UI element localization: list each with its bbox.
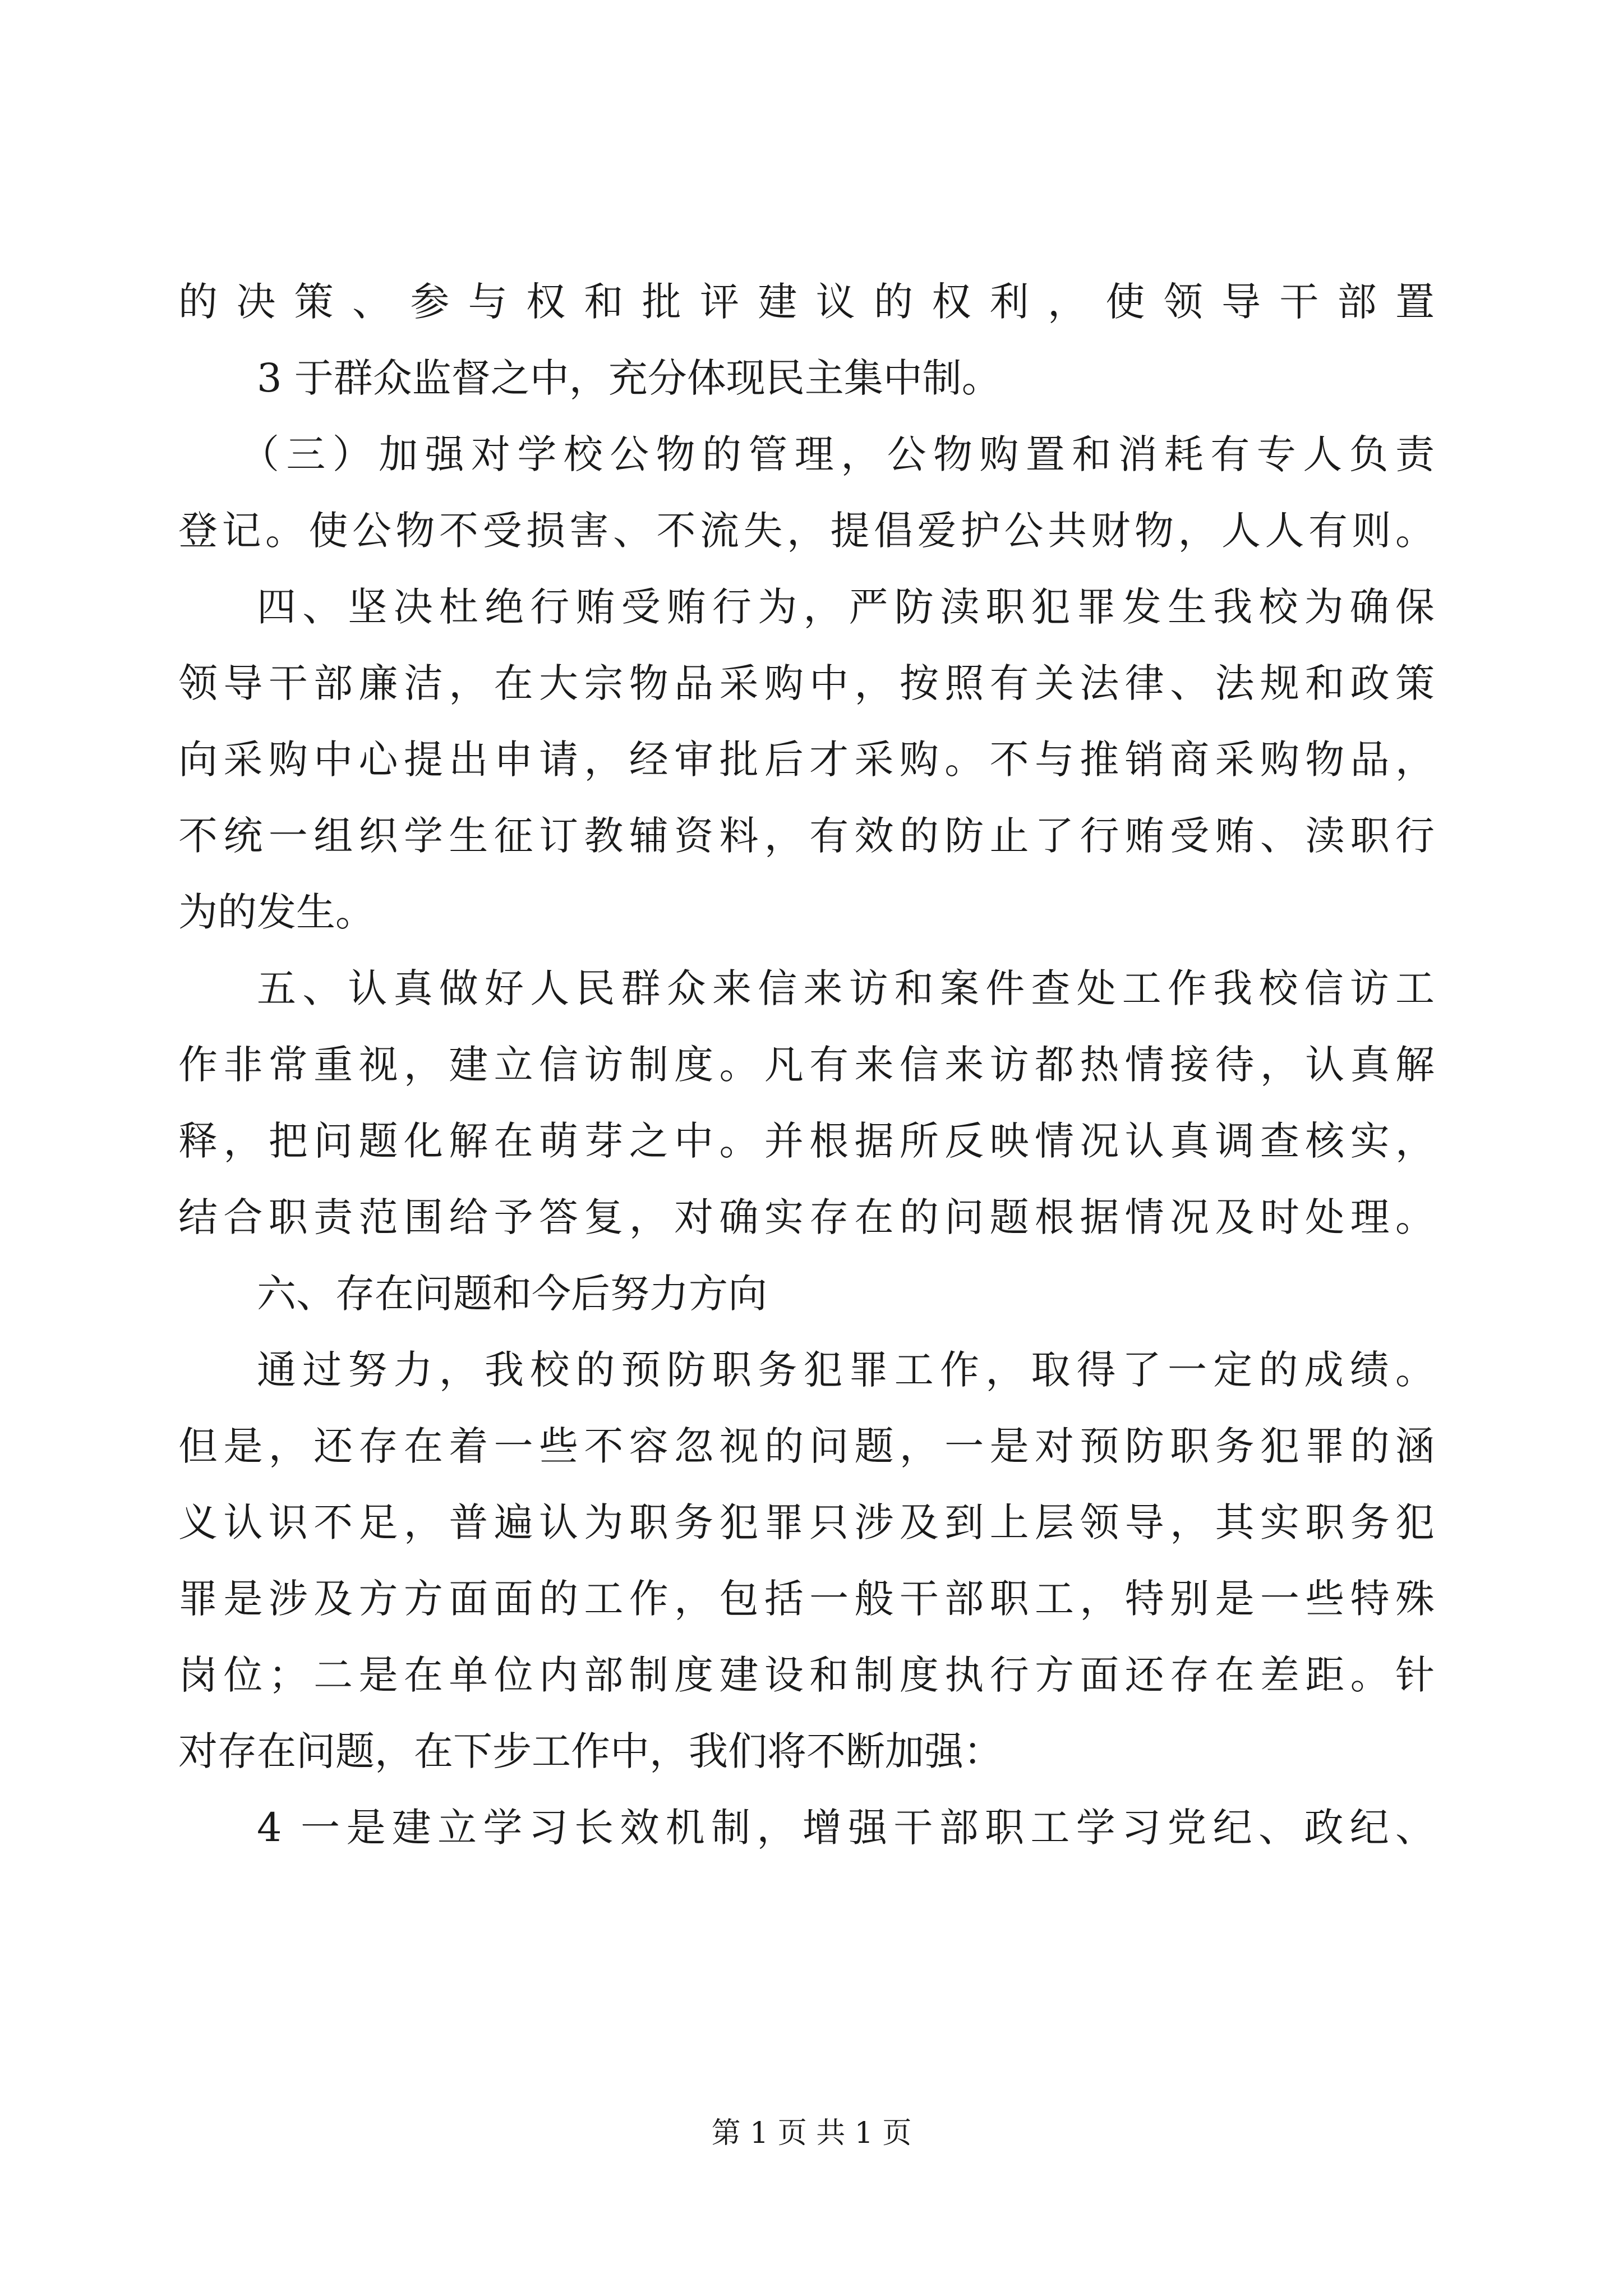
text-line: 不统一组织学生征订教辅资料，有效的防止了行贿受贿、渎职行 (178, 813, 1435, 859)
text-line: 作非常重视，建立信访制度。凡有来信来访都热情接待，认真解 (178, 1042, 1435, 1088)
page-number-footer: 第 1 页 共 1 页 (711, 2116, 912, 2150)
text-line: 结合职责范围给予答复，对确实存在的问题根据情况及时处理。 (178, 1194, 1435, 1240)
section-heading: 六、存在问题和今后努力方向 (257, 1271, 767, 1317)
text-line: 罪是涉及方方面面的工作，包括一般干部职工，特别是一些特殊 (178, 1576, 1435, 1622)
text-line: 的决策、参与权和批评建议的权利，使领导干部置 (178, 279, 1435, 325)
text-line: 为的发生。 (178, 889, 375, 935)
text-line: 3 于群众监督之中，充分体现民主集中制。 (257, 355, 1001, 401)
text-line: 释，把问题化解在萌芽之中。并根据所反映情况认真调查核实， (178, 1118, 1435, 1164)
text-line: 领导干部廉洁，在大宗物品采购中，按照有关法律、法规和政策 (178, 660, 1435, 706)
text-line: 登记。使公物不受损害、不流失，提倡爱护公共财物，人人有则。 (178, 508, 1435, 554)
body-text (178, 264, 1435, 1866)
text-line: 4 一是建立学习长效机制，增强干部职工学习党纪、政纪、 (257, 1805, 1435, 1851)
text-line: 四、坚决杜绝行贿受贿行为，严防渎职犯罪发生我校为确保 (257, 584, 1435, 630)
text-line: （三）加强对学校公物的管理，公物购置和消耗有专人负责 (240, 431, 1435, 477)
text-line: 义认识不足，普遍认为职务犯罪只涉及到上层领导，其实职务犯 (178, 1499, 1435, 1545)
text-line: 对存在问题，在下步工作中，我们将不断加强： (178, 1728, 1003, 1774)
text-line: 五、认真做好人民群众来信来访和案件查处工作我校信访工 (257, 965, 1435, 1011)
text-line: 岗位；二是在单位内部制度建设和制度执行方面还存在差距。针 (178, 1652, 1435, 1698)
text-line: 向采购中心提出申请，经审批后才采购。不与推销商采购物品， (178, 737, 1435, 783)
text-line: 通过努力，我校的预防职务犯罪工作，取得了一定的成绩。 (257, 1347, 1435, 1393)
text-line: 但是，还存在着一些不容忽视的问题，一是对预防职务犯罪的涵 (178, 1423, 1435, 1469)
